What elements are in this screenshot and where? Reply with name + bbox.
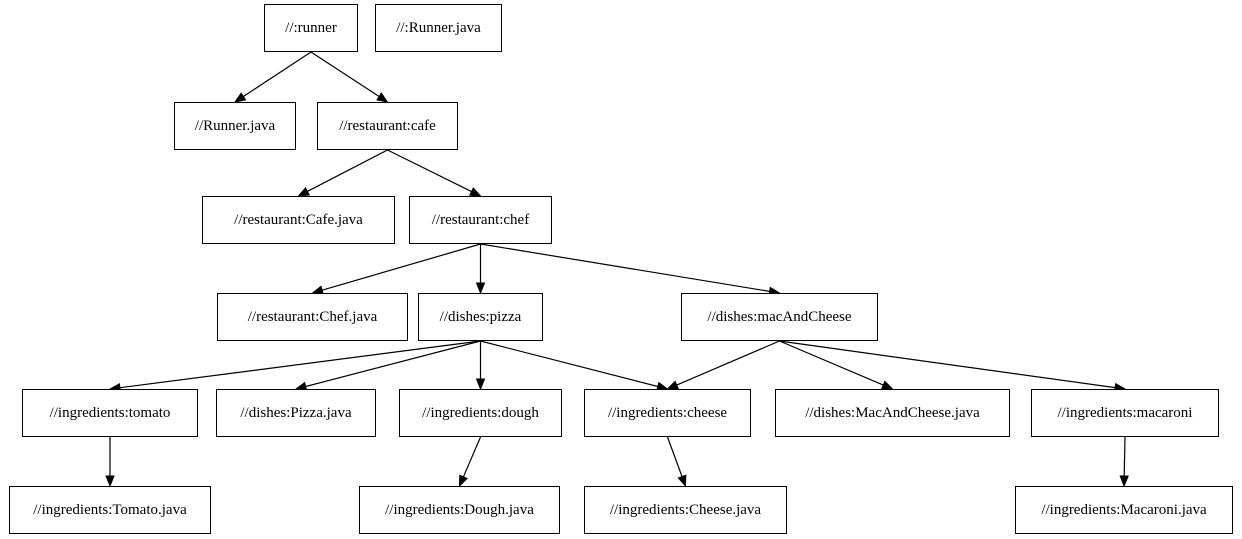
graph-edge-cheese-to-cheese_java	[668, 437, 686, 486]
graph-node-pizza_java[interactable]	[216, 389, 376, 437]
graph-edge-macaroni-to-macaroni_java	[1120, 437, 1128, 486]
graph-edge-cafe-to-cafe_java	[299, 150, 388, 196]
graph-edge-cafe-to-chef	[388, 150, 481, 196]
graph-node-label: //dishes:pizza	[439, 308, 522, 325]
graph-edge-chef-to-mac_and_cheese	[481, 244, 780, 295]
graph-edge-pizza-to-pizza_java	[296, 341, 481, 390]
graph-node-label: //ingredients:Tomato.java	[33, 501, 187, 518]
graph-node-mac_and_cheese[interactable]	[681, 293, 878, 341]
graph-node-tomato[interactable]	[22, 389, 198, 437]
graph-edge-runner-to-runner_java	[235, 52, 311, 102]
graph-node-label: //dishes:Pizza.java	[240, 404, 352, 421]
graph-node-label: //dishes:MacAndCheese.java	[805, 404, 980, 421]
graph-node-label: //ingredients:Macaroni.java	[1041, 501, 1207, 518]
graph-node-cafe_java[interactable]	[202, 196, 395, 244]
graph-node-cheese[interactable]	[584, 389, 751, 437]
graph-node-label: //restaurant:chef	[431, 211, 530, 228]
graph-node-runner_java[interactable]	[174, 102, 296, 150]
graph-node-label: //restaurant:Cafe.java	[234, 211, 363, 228]
graph-edge-mac_and_cheese-to-mac_and_cheese_java	[780, 341, 893, 389]
graph-edge-runner-to-cafe	[311, 52, 388, 102]
graph-edge-pizza-to-cheese	[481, 341, 668, 390]
graph-node-dough_java[interactable]	[359, 486, 560, 534]
graph-edge-chef-to-chef_java	[313, 244, 481, 294]
graph-node-macaroni[interactable]	[1031, 389, 1219, 437]
graph-node-label: //dishes:macAndCheese	[707, 308, 852, 325]
graph-node-label: //ingredients:macaroni	[1057, 404, 1193, 421]
graph-node-pizza[interactable]	[418, 293, 543, 341]
graph-edge-chef-to-pizza	[477, 244, 485, 293]
graph-edge-pizza-to-dough	[477, 341, 485, 389]
graph-node-macaroni_java[interactable]	[1015, 486, 1233, 534]
graph-node-chef[interactable]	[409, 196, 552, 244]
graph-node-mac_and_cheese_java[interactable]	[775, 389, 1010, 437]
graph-node-label: //ingredients:Dough.java	[385, 501, 534, 518]
graph-edge-mac_and_cheese-to-macaroni	[780, 341, 1126, 392]
graph-edge-dough-to-dough_java	[460, 437, 481, 486]
graph-node-label: //Runner.java	[194, 117, 276, 134]
graph-node-cafe[interactable]	[317, 102, 458, 150]
graph-node-chef_java[interactable]	[217, 293, 408, 341]
graph-node-runner_java_root[interactable]	[375, 4, 502, 52]
graph-node-label: //:runner	[285, 19, 337, 36]
graph-edge-tomato-to-tomato_java	[106, 437, 114, 486]
graph-edge-pizza-to-tomato	[110, 341, 481, 392]
graph-node-label: //ingredients:Cheese.java	[609, 501, 762, 518]
graph-node-label: //restaurant:cafe	[339, 117, 436, 134]
graph-node-dough[interactable]	[399, 389, 562, 437]
graph-edge-mac_and_cheese-to-cheese	[668, 341, 780, 389]
graph-node-label: //:Runner.java	[396, 19, 481, 36]
graph-node-runner[interactable]	[264, 4, 358, 52]
graph-node-label: //ingredients:cheese	[607, 404, 728, 421]
graph-node-label: //ingredients:dough	[422, 404, 539, 421]
graph-node-tomato_java[interactable]	[9, 486, 211, 534]
graph-node-label: //ingredients:tomato	[49, 404, 171, 421]
graph-node-label: //restaurant:Chef.java	[247, 308, 378, 325]
graph-node-cheese_java[interactable]	[584, 486, 787, 534]
